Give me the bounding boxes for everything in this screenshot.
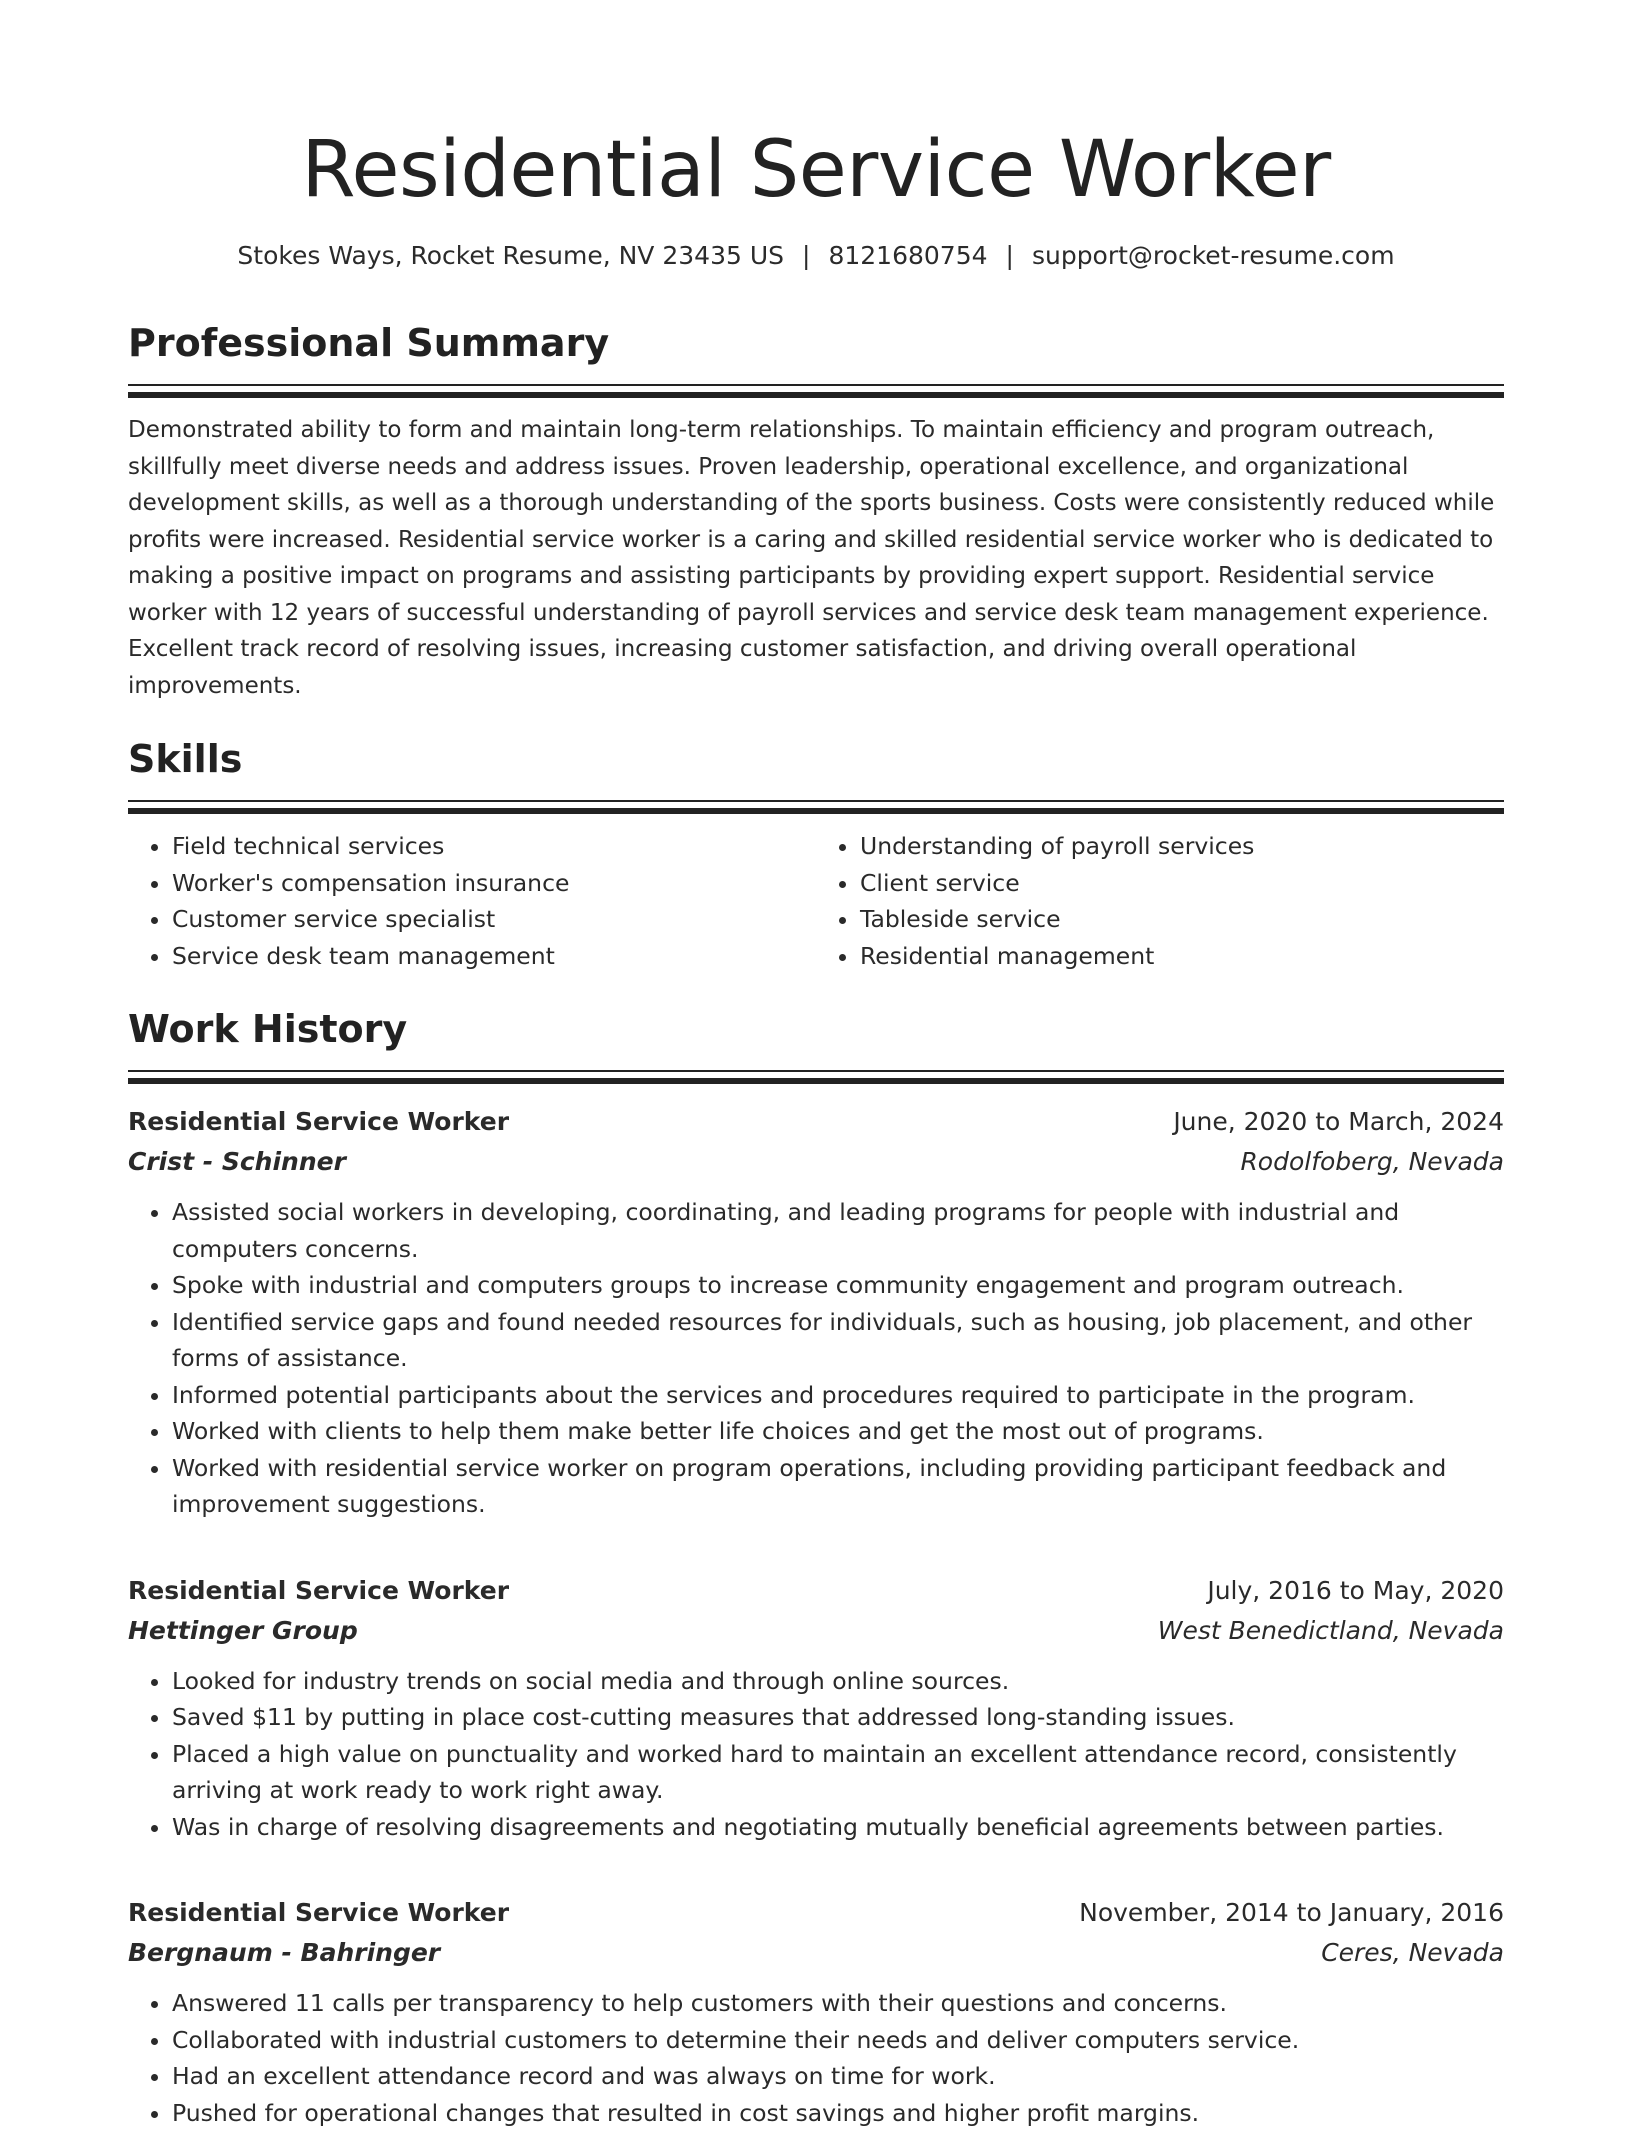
list-item: • Tableside service — [860, 901, 1504, 938]
contact-phone: 8121680754 — [828, 241, 987, 270]
contact-address: Stokes Ways, Rocket Resume, NV 23435 US — [237, 241, 784, 270]
job-entry — [128, 1893, 1504, 2131]
list-item: • Spoke with industrial and computers groups to increase community engagement and program outreach. — [172, 1267, 1504, 1304]
list-item: • Informed potential participants about the services and procedures required to participate in the program. — [172, 1377, 1504, 1414]
list-item: • Service desk team management — [172, 938, 816, 975]
list-item: • Identified service gaps and found needed resources for individuals, such as housing, job placement, and other forms of assistance. — [172, 1304, 1504, 1377]
job-dates: November, 2014 to January, 2016 — [1079, 1893, 1504, 1933]
list-item: • Worker's compensation insurance — [172, 865, 816, 902]
list-item: • Understanding of payroll services — [860, 828, 1504, 865]
contact-separator: | — [784, 241, 828, 270]
job-location: Ceres, Nevada — [1321, 1933, 1504, 1973]
work-history-section — [128, 1006, 1504, 2131]
job-title: Residential Service Worker — [128, 1102, 509, 1142]
job-header-row — [128, 1893, 1504, 1933]
skills-columns — [128, 828, 1504, 974]
list-item: • Pushed for operational changes that resulted in cost savings and higher profit margins. — [172, 2095, 1504, 2131]
section-divider — [128, 1070, 1504, 1084]
job-title: Residential Service Worker — [128, 1893, 509, 1933]
section-divider — [128, 800, 1504, 814]
contact-line — [128, 238, 1504, 274]
list-item: • Worked with residential service worker on program operations, including providing participant feedback and improvement suggestions. — [172, 1450, 1504, 1523]
skills-list-left — [128, 828, 816, 974]
job-company-row — [128, 1933, 1504, 1973]
job-bullets — [128, 1985, 1504, 2131]
summary-text: Demonstrated ability to form and maintain long-term relationships. To maintain efficiency and program outreach, skillfully meet diverse needs and address issues. Proven leadership, operational excellence, and organizational development skills, as well as a thorough understanding of the sports business. Costs were consistently reduced while profits were increased. Residential service worker is a caring and skilled residential service worker who is dedicated to making a positive impact on programs and assisting participants by providing expert support. Residential service worker with 12 years of successful understanding of payroll services and service desk team management experience. Excellent track record of resolving issues, increasing customer satisfaction, and driving overall operational improvements. — [128, 412, 1504, 704]
job-header-row — [128, 1571, 1504, 1611]
list-item: • Placed a high value on punctuality and worked hard to maintain an excellent attendance record, consistently arriving at work ready to work right away. — [172, 1736, 1504, 1809]
job-company: Crist - Schinner — [128, 1142, 346, 1182]
candidate-name: Residential Service Worker — [128, 120, 1504, 220]
job-dates: June, 2020 to March, 2024 — [1173, 1102, 1504, 1142]
job-bullets — [128, 1663, 1504, 1846]
skills-list-right — [816, 828, 1504, 974]
contact-email: support@rocket-resume.com — [1032, 241, 1395, 270]
list-item: • Client service — [860, 865, 1504, 902]
contact-separator: | — [988, 241, 1032, 270]
resume-page — [128, 120, 1504, 2131]
list-item: • Had an excellent attendance record and was always on time for work. — [172, 2058, 1504, 2095]
list-item: • Collaborated with industrial customers to determine their needs and deliver computers service. — [172, 2022, 1504, 2059]
job-entry — [128, 1571, 1504, 1846]
job-company-row — [128, 1142, 1504, 1182]
professional-summary-section — [128, 320, 1504, 704]
skills-section — [128, 736, 1504, 974]
job-dates: July, 2016 to May, 2020 — [1207, 1571, 1504, 1611]
job-list — [128, 1102, 1504, 2131]
job-title: Residential Service Worker — [128, 1571, 509, 1611]
list-item: • Answered 11 calls per transparency to help customers with their questions and concerns. — [172, 1985, 1504, 2022]
list-item: • Customer service specialist — [172, 901, 816, 938]
section-title-work: Work History — [128, 1006, 1504, 1052]
list-item: • Worked with clients to help them make better life choices and get the most out of programs. — [172, 1413, 1504, 1450]
job-company: Bergnaum - Bahringer — [128, 1933, 440, 1973]
list-item: • Saved $11 by putting in place cost-cutting measures that addressed long-standing issues. — [172, 1699, 1504, 1736]
section-divider — [128, 384, 1504, 398]
job-header-row — [128, 1102, 1504, 1142]
job-entry — [128, 1102, 1504, 1523]
job-location: Rodolfoberg, Nevada — [1240, 1142, 1504, 1182]
list-item: • Field technical services — [172, 828, 816, 865]
list-item: • Assisted social workers in developing, coordinating, and leading programs for people with industrial and computers concerns. — [172, 1194, 1504, 1267]
job-company: Hettinger Group — [128, 1611, 358, 1651]
job-company-row — [128, 1611, 1504, 1651]
list-item: • Was in charge of resolving disagreements and negotiating mutually beneficial agreements between parties. — [172, 1809, 1504, 1846]
section-title-skills: Skills — [128, 736, 1504, 782]
section-title-summary: Professional Summary — [128, 320, 1504, 366]
job-bullets — [128, 1194, 1504, 1523]
job-location: West Benedictland, Nevada — [1158, 1611, 1504, 1651]
list-item: • Residential management — [860, 938, 1504, 975]
list-item: • Looked for industry trends on social media and through online sources. — [172, 1663, 1504, 1700]
